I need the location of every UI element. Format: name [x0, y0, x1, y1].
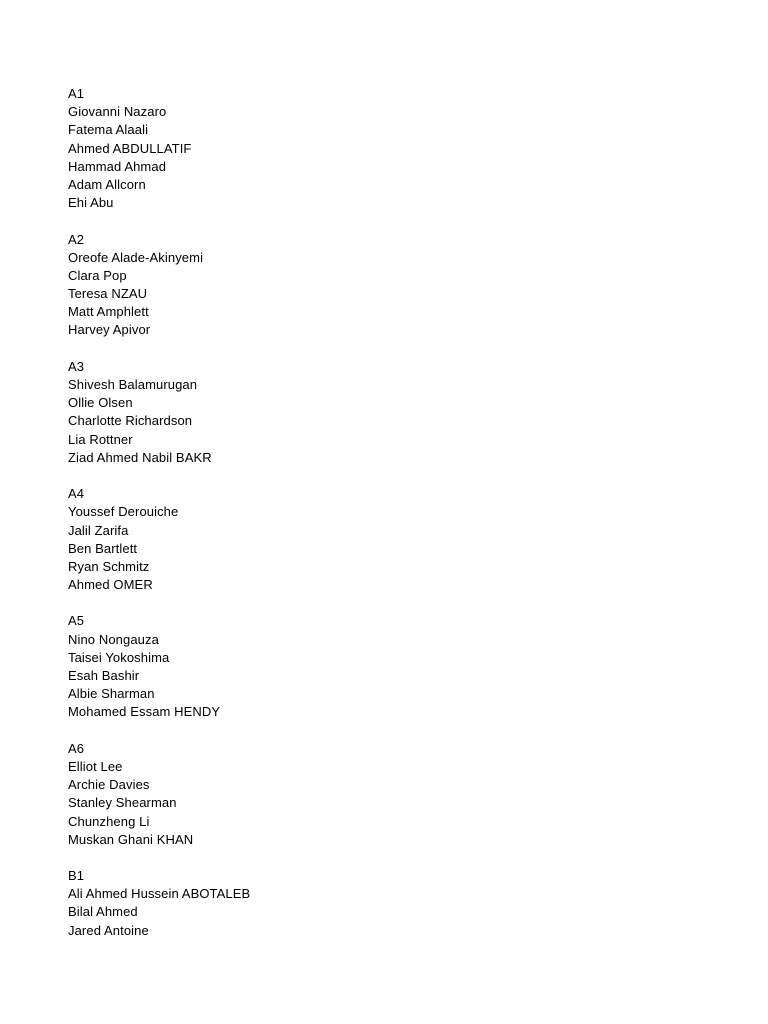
group-a5 [68, 612, 708, 721]
group-heading: A3 [68, 358, 85, 374]
member-name: Ollie Olsen [68, 395, 133, 411]
group-a2 [68, 231, 708, 340]
group-heading: A6 [68, 740, 85, 756]
member-name: Stanley Shearman [68, 795, 177, 811]
group-a4 [68, 485, 708, 594]
group-heading: A5 [68, 613, 85, 629]
member-name: Ben Bartlett [68, 540, 138, 556]
member-name: Adam Allcorn [68, 176, 146, 192]
member-name: Muskan Ghani KHAN [68, 831, 194, 847]
member-name: Taisei Yokoshima [68, 649, 170, 665]
member-name: Ehi Abu [68, 195, 114, 211]
group-a1 [68, 85, 708, 212]
member-name: Lia Rottner [68, 431, 133, 447]
member-name: Ahmed OMER [68, 577, 153, 593]
group-a6 [68, 740, 708, 849]
group-heading: A4 [68, 486, 85, 502]
member-name: Chunzheng Li [68, 813, 150, 829]
member-name: Nino Nongauza [68, 631, 159, 647]
group-heading: A2 [68, 231, 85, 247]
member-name: Ryan Schmitz [68, 558, 150, 574]
document-page [68, 85, 708, 958]
group-b1 [68, 867, 708, 940]
group-a3 [68, 358, 708, 467]
member-name: Youssef Derouiche [68, 504, 179, 520]
member-name: Matt Amphlett [68, 304, 149, 320]
member-name: Albie Sharman [68, 686, 155, 702]
member-name: Giovanni Nazaro [68, 104, 167, 120]
member-name: Teresa NZAU [68, 286, 148, 302]
member-name: Shivesh Balamurugan [68, 377, 198, 392]
member-name: Fatema Alaali [68, 122, 149, 138]
member-name: Jared Antoine [68, 922, 149, 938]
member-name: Mohamed Essam HENDY [68, 704, 221, 720]
member-name: Ali Ahmed Hussein ABOTALEB [68, 886, 251, 902]
member-name: Esah Bashir [68, 668, 140, 683]
member-name: Bilal Ahmed [68, 904, 138, 920]
group-heading: B1 [68, 868, 85, 884]
member-name: Clara Pop [68, 267, 127, 283]
member-name: Ziad Ahmed Nabil BAKR [68, 449, 212, 465]
member-name: Charlotte Richardson [68, 413, 193, 429]
member-name: Hammad Ahmad [68, 158, 167, 174]
member-name: Ahmed ABDULLATIF [68, 140, 192, 156]
member-name: Jalil Zarifa [68, 522, 129, 538]
member-name: Elliot Lee [68, 758, 123, 774]
group-heading: A1 [68, 86, 85, 101]
member-name: Harvey Apivor [68, 322, 151, 338]
member-name: Oreofe Alade-Akinyemi [68, 249, 204, 265]
member-name: Archie Davies [68, 777, 150, 793]
